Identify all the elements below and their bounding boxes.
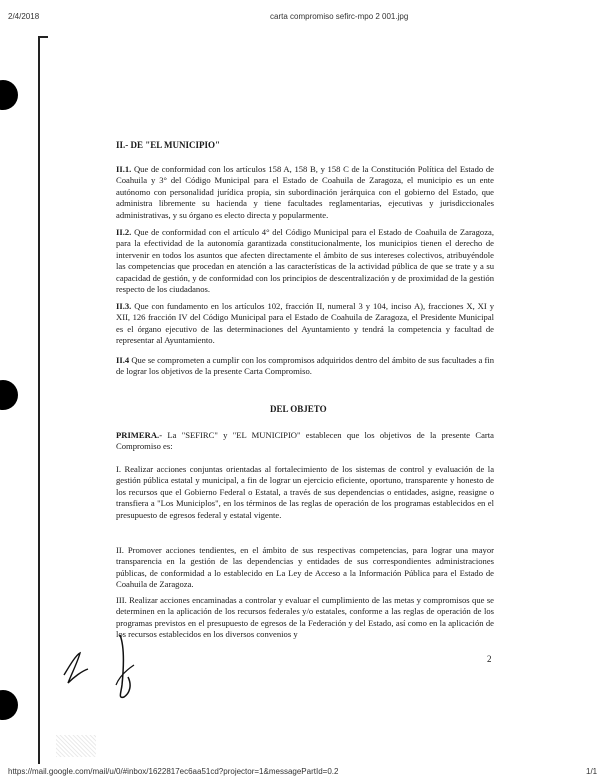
punch-hole (0, 380, 18, 410)
paragraph-text: Que de conformidad con el artículo 4° del Código Municipal para el Estado de Coahuila de Zaragoza, para la efectividad de la autonomía garantizada constitucionalmente, los municipios tienen el derecho de intervenir en todos los asuntos que afecten directamente el ámbito de sus intereses colectivos, atribuyéndole las competencias que procedan en atención a las características de la actividad pública de que se trate y a su capacidad de gestión, y de conformidad con los principios de descentralización y de proximidad de la gestión respecto de los ciudadanos. (116, 227, 494, 295)
paragraph-text: Que con fundamento en los artículos 102, fracción II, numeral 3 y 104, inciso A), fracciones X, XI y XII, 126 fracción IV del Código Municipal para el Estado de Coahuila de Zaragoza, el Presidente Municipal es el órgano ejecutivo de las determinaciones del Ayuntamiento y tendrá la competencia y facultad de representar al Ayuntamiento. (116, 301, 494, 346)
objective-ii (116, 545, 494, 591)
object-title: DEL OBJETO (270, 404, 327, 414)
paragraph-number: II.4 (116, 355, 130, 365)
objective-i (116, 464, 494, 521)
item-text: Promover acciones tendientes, en el ámbito de sus respectivas competencias, para lograr una mayor transparencia en la gestión de las dependencias y entidades de sus correspondientes administraciones públicas, de conformidad a lo establecido en La Ley de Acceso a la Información Pública para el Estado de Coahuila de Zaragoza. (116, 545, 494, 590)
paragraph-ii-4 (116, 355, 494, 378)
print-page-count: 1/1 (586, 767, 598, 776)
section-title: II.- DE "EL MUNICIPIO" (116, 140, 221, 150)
page-edge-corner (38, 36, 48, 38)
page-number: 2 (487, 654, 492, 664)
paragraph-text: Que de conformidad con los artículos 158 A, 158 B, y 158 C de la Constitución Política del Estado de Coahuila y 3° del Código Municipal para el Estado de Coahuila de Zaragoza, el municipio es un ente autónomo con personalidad jurídica propia, sin subordinación jerárquica con el gobierno del Estado, que administra libremente su hacienda y tiene facultades reglamentarias, ejecutivas y jurisdiccionales administrativas, y su órgano es electo directa y popularmente. (116, 164, 494, 220)
punch-hole (0, 80, 18, 110)
item-text: Realizar acciones encaminadas a controlar y evaluar el cumplimiento de las metas y compromisos que se determinen en la aplicación de los recursos federales y/o estatales, conforme a las reglas de operación de los programas previstos en el presupuesto de egresos de la Federación y del Estado, así como en la aplicación de los recursos establecidos en los diversos convenios y (116, 595, 494, 640)
paragraph-ii-1 (116, 164, 494, 221)
primera-clause (116, 430, 494, 453)
objective-iii (116, 595, 494, 641)
paragraph-ii-2 (116, 227, 494, 295)
item-text: Realizar acciones conjuntas orientadas al fortalecimiento de los sistemas de control y evaluación de la gestión pública estatal y municipal, a fin de lograr un ejercicio eficiente, oportuno, transparente y honesto de los recursos que el Gobierno Federal o Estatal, a través de sus dependencias o entidades, asigne, reasigne o transfiera a "Los Municiplos", en los términos de las reglas de operación de los programas establecidos en el presupuesto de egresos federal y estatal vigente. (116, 464, 495, 520)
print-url: https://mail.google.com/mail/u/0/#inbox/1622817ec6aa51cd?projector=1&messagePartId=0.2 (8, 767, 339, 776)
handwritten-signature (58, 625, 148, 705)
scan-artifact (56, 735, 96, 757)
paragraph-number: II.2. (116, 227, 132, 237)
paragraph-ii-3 (116, 301, 494, 347)
print-date: 2/4/2018 (8, 12, 40, 21)
paragraph-number: II.3. (116, 301, 132, 311)
item-number: II. (116, 545, 124, 555)
clause-text: La "SEFIRC" y "EL MUNICIPIO" establecen que los objetivos de la presente Carta Compromiso es: (116, 430, 494, 452)
paragraph-text: Que se comprometen a cumplir con los compromisos adquiridos dentro del ámbito de sus facultades a fin de lograr los objetivos de la presente Carta Compromiso. (116, 355, 495, 377)
clause-label: PRIMERA.- (116, 430, 163, 440)
print-filename: carta compromiso sefirc-mpo 2 001.jpg (270, 12, 409, 21)
punch-hole (0, 690, 18, 720)
item-number: I. (116, 464, 122, 474)
paragraph-number: II.1. (116, 164, 132, 174)
page-edge (38, 36, 40, 764)
item-number: III. (116, 595, 127, 605)
